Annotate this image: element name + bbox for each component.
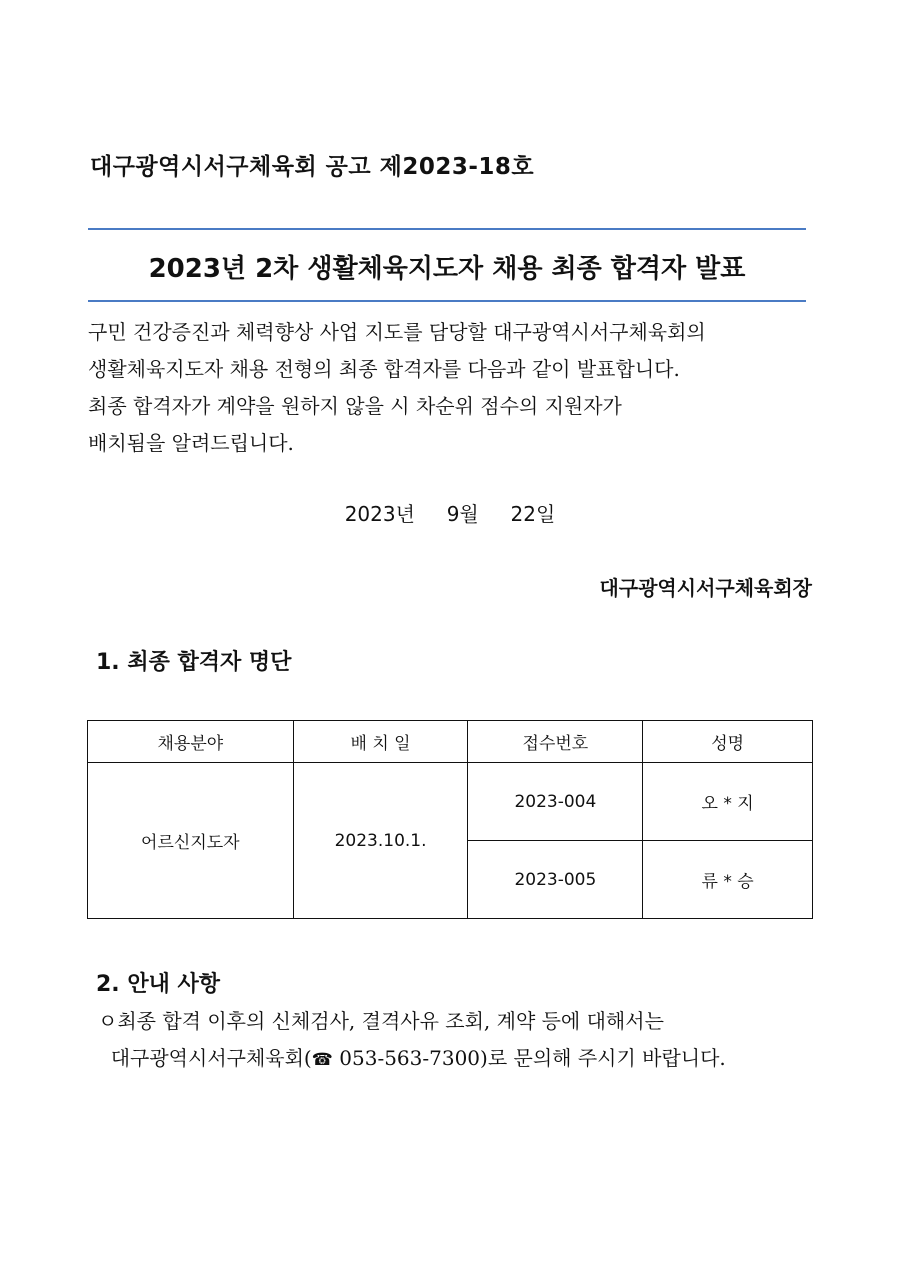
table-row [88,763,813,841]
title-top-rule [88,228,806,230]
section-heading-finalists: 1. 최종 합격자 명단 [96,650,292,675]
body-line: 생활체육지도자 채용 전형의 최종 합격자를 다음과 같이 발표합니다. [88,357,680,381]
cell-receipt-no: 2023-005 [468,841,643,919]
notice-number: 대구광역시서구체육회 공고 제2023-18호 [90,154,535,180]
page-title: 2023년 2차 생활체육지도자 채용 최종 합격자 발표 [148,254,746,284]
cell-name: 류 * 승 [643,841,813,919]
announcement-body [88,314,818,462]
issuer-signature: 대구광역시서구체육회장 [599,576,812,600]
cell-field: 어르신지도자 [88,763,294,919]
cell-receipt-no: 2023-004 [468,763,643,841]
header-receipt-no: 접수번호 [468,721,643,763]
body-line: 최종 합격자가 계약을 원하지 않을 시 차순위 점수의 지원자가 [88,394,622,418]
section-heading-guide: 2. 안내 사항 [96,972,220,997]
body-line: 구민 건강증진과 체력향상 사업 지도를 담당할 대구광역시서구체육회의 [88,320,706,344]
guide-phone: 053-563-7300 [332,1046,481,1070]
guide-org: 대구광역시서구체육회( [98,1046,312,1070]
header-name: 성명 [643,721,813,763]
title-bottom-rule [88,300,806,302]
announcement-date: 2023년 9월 22일 [344,502,556,526]
guide-line [98,1040,726,1079]
guide-text [98,1003,726,1079]
header-field: 채용분야 [88,721,294,763]
guide-line: ㅇ최종 합격 이후의 신체검사, 결격사유 조회, 계약 등에 대해서는 [98,1009,664,1033]
finalists-table [87,720,813,919]
body-line: 배치됨을 알려드립니다. [88,431,294,455]
phone-icon: ☎ [311,1050,333,1070]
guide-suffix: )로 문의해 주시기 바랍니다. [480,1046,726,1070]
cell-placement-date: 2023.10.1. [293,763,468,919]
header-placement-date: 배 치 일 [293,721,468,763]
table-header-row [88,721,813,763]
cell-name: 오 * 지 [643,763,813,841]
